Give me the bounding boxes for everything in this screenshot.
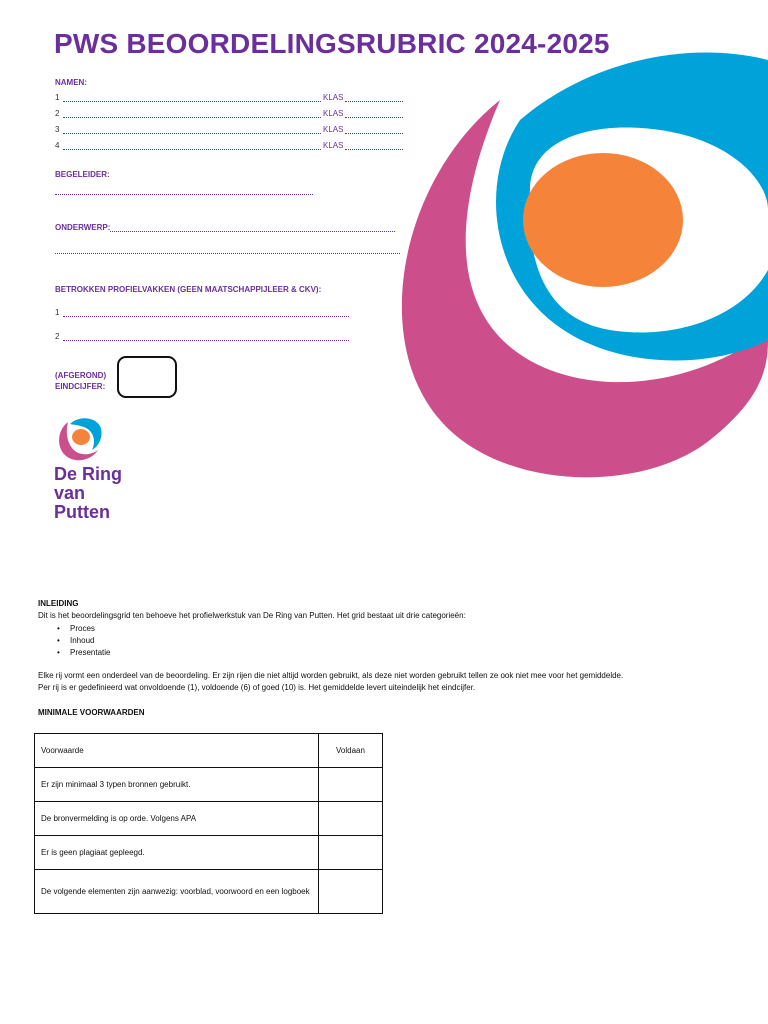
intro-paragraph-2: Per rij is er gedefinieerd wat onvoldoende (1), voldoende (6) of goed (10) is. Het gemiddelde levert uiteindelijk het eindcijfer. bbox=[38, 683, 476, 692]
klas-field[interactable] bbox=[345, 141, 403, 150]
student-name-field[interactable] bbox=[63, 93, 321, 102]
student-number: 4 bbox=[55, 141, 60, 150]
supervisor-label: BEGELEIDER: bbox=[55, 170, 110, 179]
condition-cell: De bronvermelding is op orde. Volgens APA bbox=[35, 802, 319, 836]
klas-label: KLAS bbox=[323, 141, 344, 150]
intro-text: Dit is het beoordelingsgrid ten behoeve het profielwerkstuk van De Ring van Putten. Het grid bestaat uit drie categorieën: bbox=[38, 611, 466, 620]
condition-cell: De volgende elementen zijn aanwezig: voorblad, voorwoord en een logboek bbox=[35, 870, 319, 914]
list-item: • Proces bbox=[38, 623, 110, 635]
student-number: 1 bbox=[55, 93, 60, 102]
table-row bbox=[35, 768, 383, 802]
klas-label: KLAS bbox=[323, 109, 344, 118]
klas-field[interactable] bbox=[345, 93, 403, 102]
grade-label-rounded: (AFGEROND) bbox=[55, 371, 107, 380]
met-cell[interactable] bbox=[319, 802, 383, 836]
requirements-table bbox=[34, 733, 383, 914]
student-name-field[interactable] bbox=[63, 125, 321, 134]
student-row-4 bbox=[55, 141, 403, 150]
student-number: 3 bbox=[55, 125, 60, 134]
table-row bbox=[35, 802, 383, 836]
column-header-met: Voldaan bbox=[319, 734, 383, 768]
subject-field[interactable] bbox=[110, 223, 395, 232]
school-logo-icon bbox=[54, 414, 102, 462]
requirements-heading: MINIMALE VOORWAARDEN bbox=[38, 708, 145, 717]
subject-2-field[interactable] bbox=[63, 332, 349, 341]
subject-field-row-1 bbox=[55, 308, 349, 317]
student-row-3 bbox=[55, 125, 403, 134]
condition-cell: Er zijn minimaal 3 typen bronnen gebruikt. bbox=[35, 768, 319, 802]
klas-field[interactable] bbox=[345, 109, 403, 118]
column-header-condition: Voorwaarde bbox=[35, 734, 319, 768]
names-label: NAMEN: bbox=[55, 78, 87, 87]
intro-paragraph-1: Elke rij vormt een onderdeel van de beoordeling. Er zijn rijen die niet altijd worden gebruikt, als deze niet worden gebruikt tellen ze ook niet mee voor het gemiddelde. bbox=[38, 671, 624, 680]
subject-number: 1 bbox=[55, 308, 60, 317]
intro-heading: INLEIDING bbox=[38, 599, 79, 608]
met-cell[interactable] bbox=[319, 768, 383, 802]
subject-field-line-2[interactable] bbox=[55, 245, 400, 254]
klas-label: KLAS bbox=[323, 93, 344, 102]
grade-label-final: EINDCIJFER: bbox=[55, 382, 106, 391]
student-name-field[interactable] bbox=[63, 109, 321, 118]
table-header-row bbox=[35, 734, 383, 768]
school-logo-text: De Ring van Putten bbox=[54, 464, 123, 522]
page-title: PWS BEOORDELINGSRUBRIC 2024-2025 bbox=[54, 28, 610, 59]
subject-1-field[interactable] bbox=[63, 308, 349, 317]
condition-cell: Er is geen plagiaat gepleegd. bbox=[35, 836, 319, 870]
table-row bbox=[35, 836, 383, 870]
subject-number: 2 bbox=[55, 332, 60, 341]
klas-label: KLAS bbox=[323, 125, 344, 134]
student-row-1 bbox=[55, 93, 403, 102]
met-cell[interactable] bbox=[319, 870, 383, 914]
table-row bbox=[35, 870, 383, 914]
student-name-field[interactable] bbox=[63, 141, 321, 150]
klas-field[interactable] bbox=[345, 125, 403, 134]
list-item: • Inhoud bbox=[38, 635, 110, 647]
swirl-graphic bbox=[380, 40, 768, 490]
list-item: • Presentatie bbox=[38, 647, 110, 659]
supervisor-field[interactable] bbox=[55, 186, 313, 195]
subject-label: ONDERWERP: bbox=[55, 223, 111, 232]
student-number: 2 bbox=[55, 109, 60, 118]
subjects-label: BETROKKEN PROFIELVAKKEN (GEEN MAATSCHAPPIJLEER & CKV): bbox=[55, 285, 322, 294]
category-list bbox=[38, 623, 110, 659]
subject-row bbox=[55, 223, 395, 232]
student-row-2 bbox=[55, 109, 403, 118]
orange-center bbox=[523, 153, 683, 287]
met-cell[interactable] bbox=[319, 836, 383, 870]
final-grade-box[interactable] bbox=[117, 356, 177, 398]
subject-field-row-2 bbox=[55, 332, 349, 341]
